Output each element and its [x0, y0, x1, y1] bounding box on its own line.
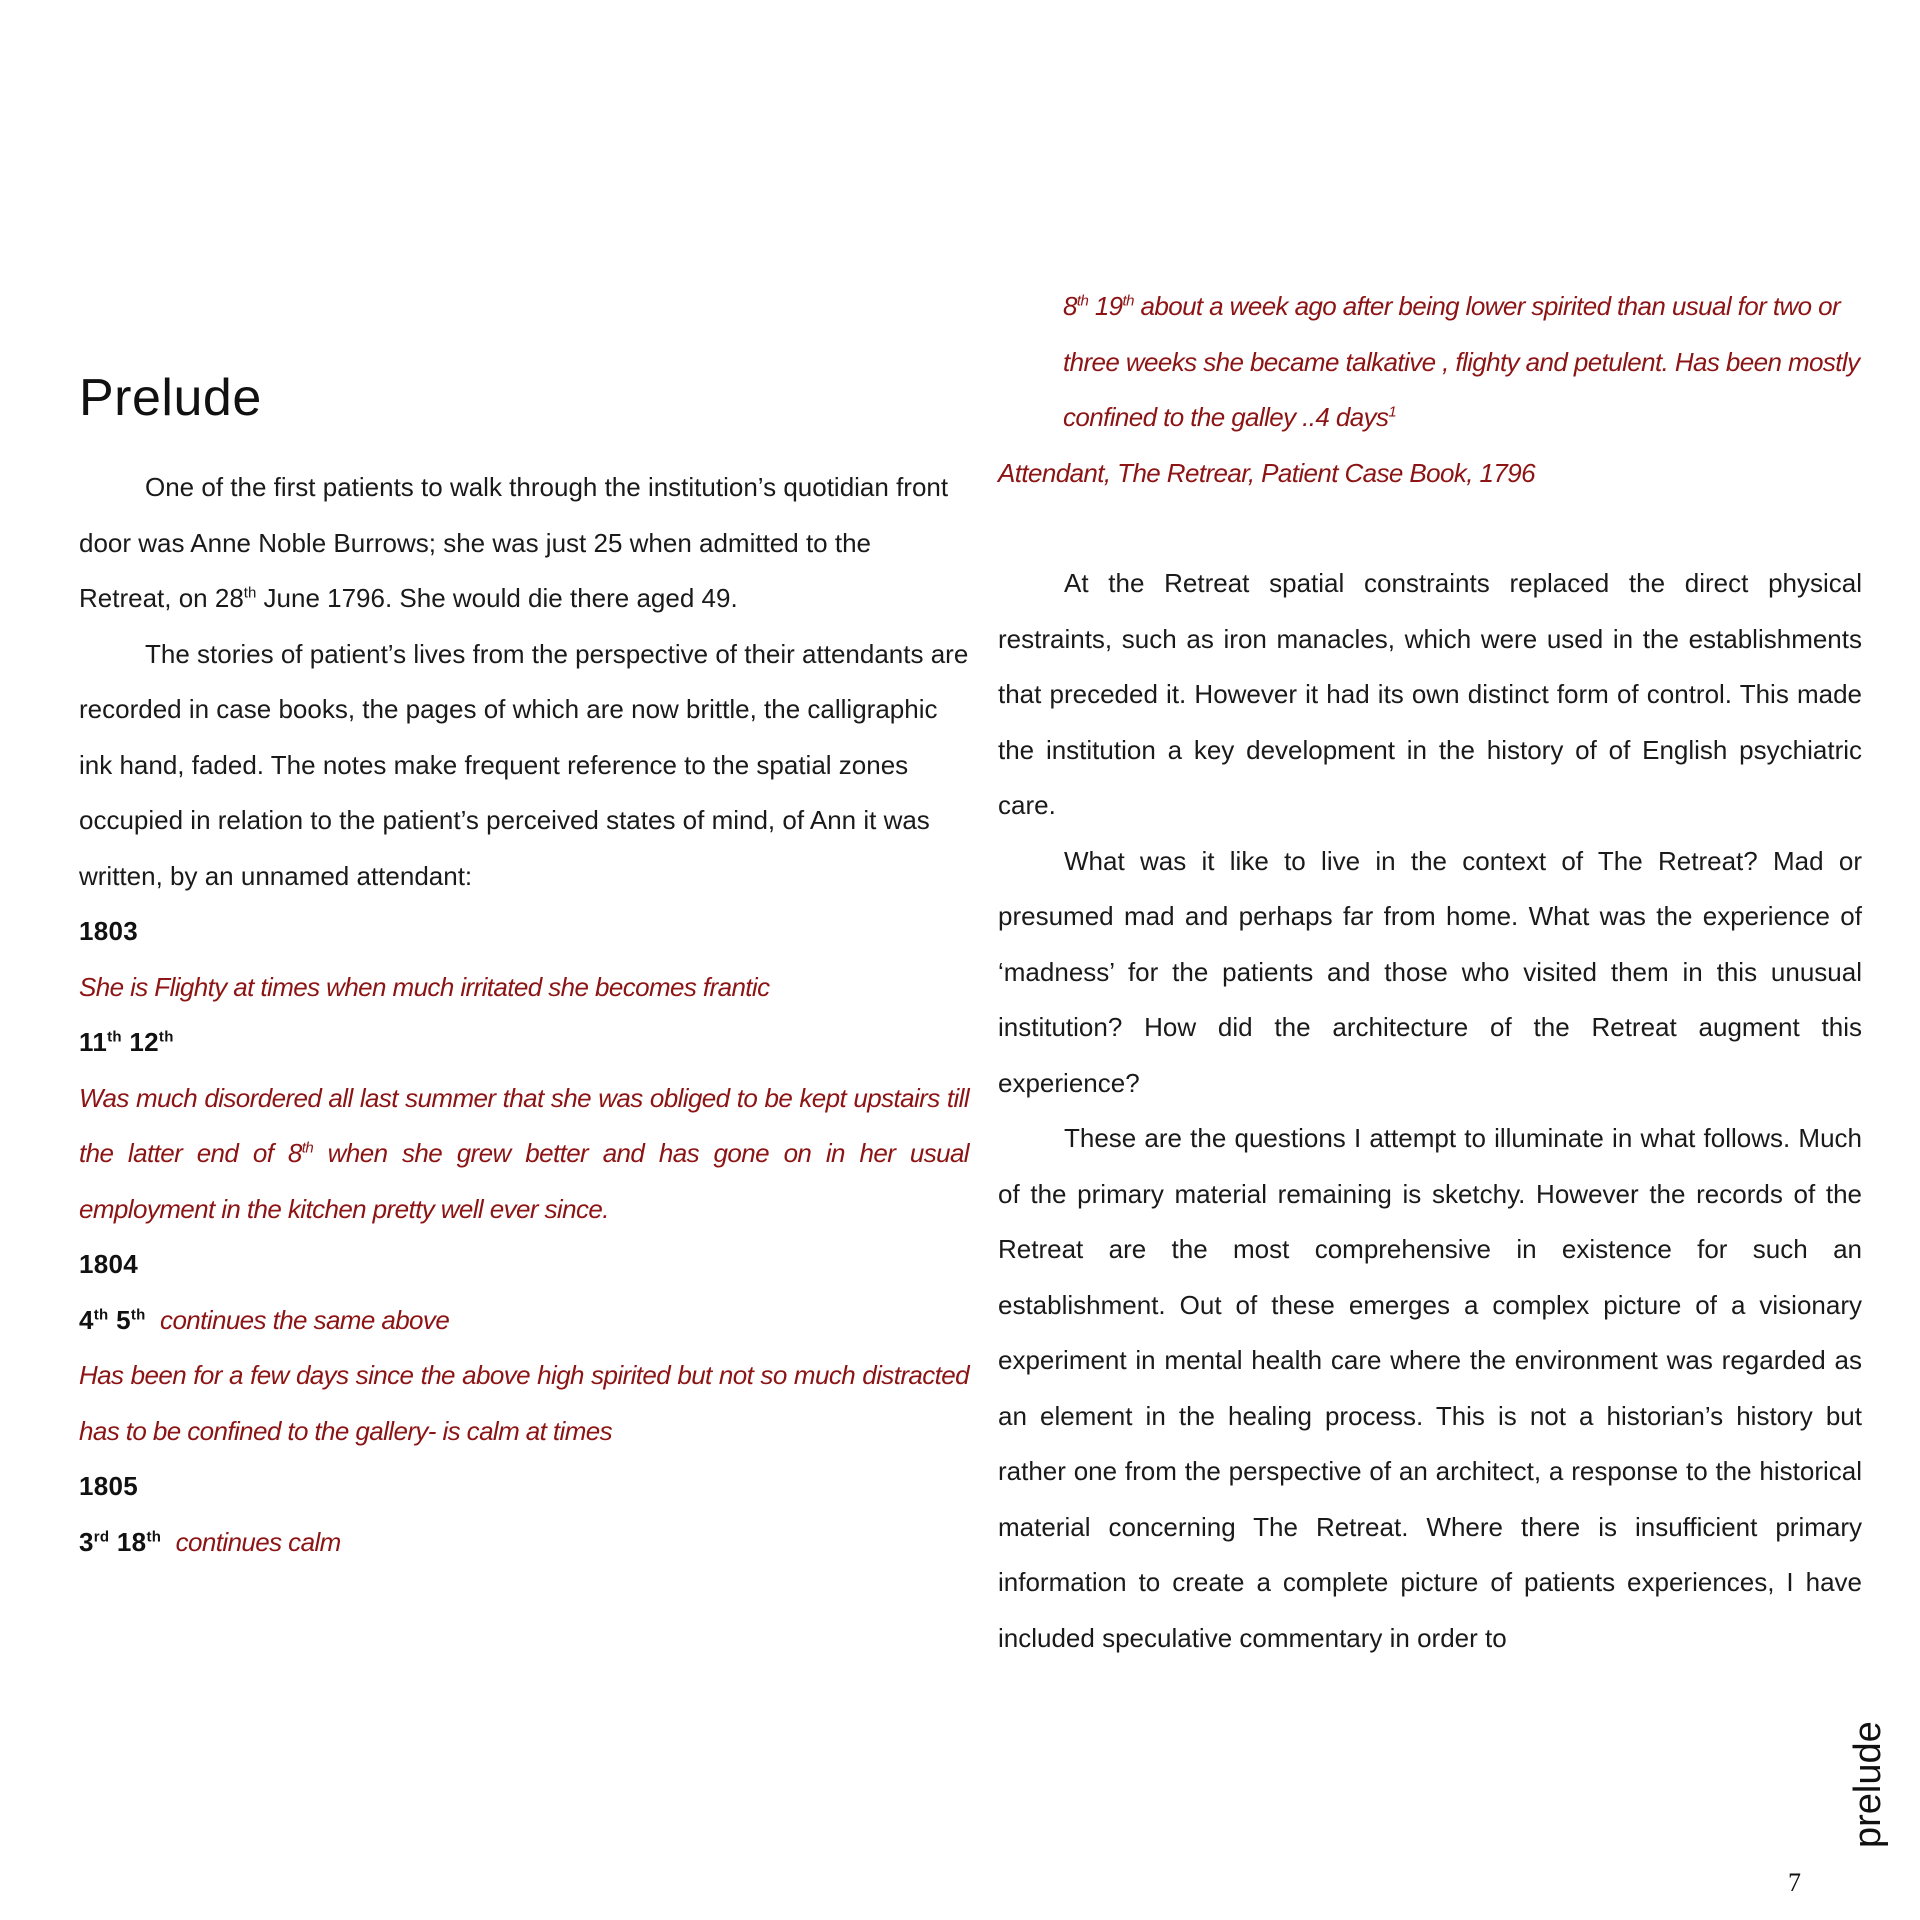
- body-paragraph: These are the questions I attempt to illuminate in what follows. Much of the primary material remaining is sketchy. However the records of the Retreat are the most comprehensive in existence for such an establishment. Out of these emerges a complex picture of a visionary experiment in mental health care where the environment was regarded as an element in the healing process. This is not a historian’s history but rather one from the perspective of an architect, a response to the historical material concerning The Retreat. Where there is insufficient primary information to create a complete picture of patients experiences, I have included speculative commentary in order to: [998, 1123, 1862, 1653]
- year-heading-1803: 1803: [79, 916, 139, 946]
- right-column: [998, 279, 1862, 1666]
- section-side-tab: prelude: [1847, 1721, 1889, 1848]
- left-column: [79, 356, 969, 1570]
- date-entry: 11th 12th: [79, 1027, 174, 1057]
- case-note-quote: continues the same above: [160, 1304, 450, 1335]
- case-note-quote: Has been for a few days since the above high spirited but not so much distracted has to be confined to the gallery- is calm at times: [79, 1360, 969, 1446]
- body-paragraph: What was it like to live in the context of The Retreat? Mad or presumed mad and perhaps far from home. What was the experience of ‘madness’ for the patients and those who visited them in this unusual institution? How did the architecture of the Retreat augment this experience?: [998, 845, 1862, 1098]
- intro-paragraph: One of the first patients to walk through the institution’s quotidian front door was Anne Noble Burrows; she was just 25 when admitted to the Retreat, on 28th June 1796. She would die there aged 49.: [79, 472, 949, 613]
- year-heading-1804: 1804: [79, 1249, 139, 1279]
- footnote-marker: 1: [1388, 403, 1397, 421]
- page-title: Prelude: [79, 369, 262, 427]
- date-entry: 4th 5th continues the same above: [79, 1304, 450, 1335]
- case-note-quote: continues calm: [175, 1526, 341, 1557]
- body-paragraph: At the Retreat spatial constraints replaced the direct physical restraints, such as iron manacles, which were used in the establishments that preceded it. However it had its own distinct form of control. This made the institution a key development in the history of of English psychiatric care.: [998, 568, 1862, 820]
- epigraph-quote: 8th 19th about a week ago after being lower spirited than usual for two or three weeks she became talkative , flighty and petulent. Has been mostly confined to the galley ..4 days$^1$: [1063, 291, 1860, 432]
- casebook-paragraph: The stories of patient’s lives from the perspective of their attendants are recorded in case books, the pages of which are now brittle, the calligraphic ink hand, faded. The notes make frequent reference to the spatial zones occupied in relation to the patient’s perceived states of mind, of Ann it was written, by an unnamed attendant:: [79, 638, 969, 891]
- page-number: 7: [1788, 1868, 1801, 1897]
- epigraph-attribution: Attendant, The Retrear, Patient Case Book, 1796: [998, 457, 1535, 488]
- year-heading-1805: 1805: [79, 1471, 139, 1501]
- case-note-quote: Was much disordered all last summer that she was obliged to be kept upstairs till the latter end of 8th when she grew better and has gone on in her usual employment in the kitchen pretty well ever since.: [79, 1082, 969, 1224]
- date-entry: 3rd 18th continues calm: [79, 1526, 341, 1557]
- case-note-quote: She is Flighty at times when much irritated she becomes frantic: [79, 971, 770, 1002]
